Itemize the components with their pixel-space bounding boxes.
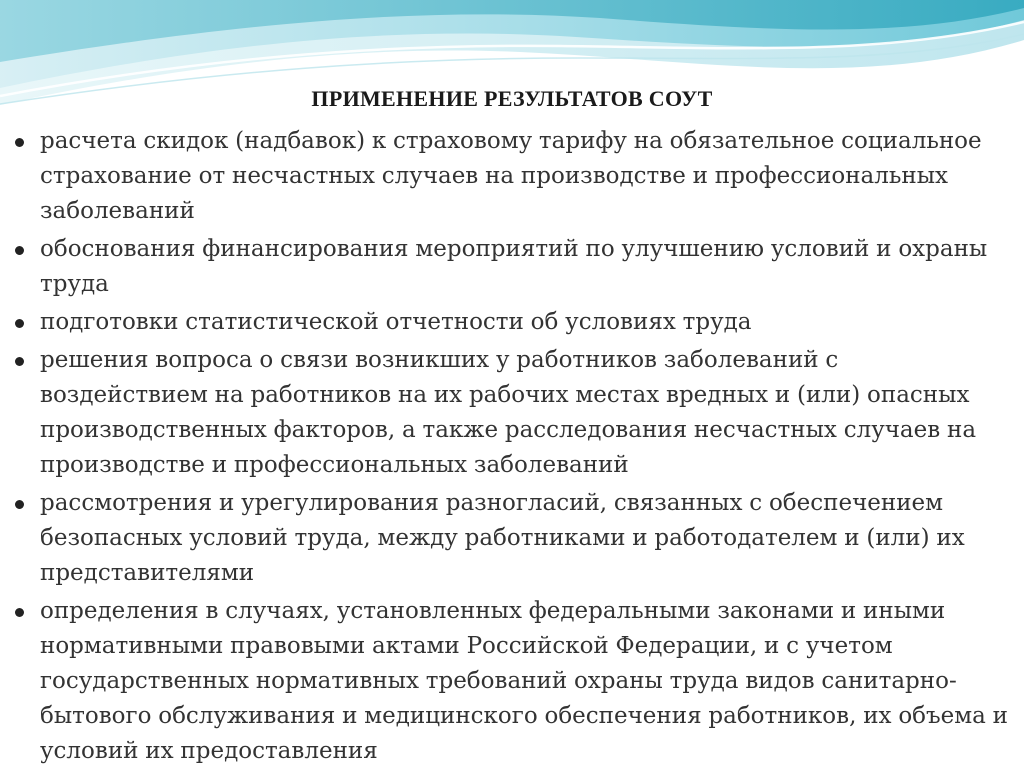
list-item xyxy=(12,486,1012,591)
bullet-dot-icon xyxy=(15,500,24,509)
list-item xyxy=(12,594,1012,767)
list-item xyxy=(12,232,1012,302)
bullet-dot-icon xyxy=(15,246,24,255)
bullet-dot-icon xyxy=(15,357,24,366)
bullet-list xyxy=(12,124,1012,767)
list-item-text: расчета скидок (надбавок) к страховому тарифу на обязательное социальное страхование от несчастных случаев на производстве и профессиональных заболеваний xyxy=(40,128,982,224)
list-item xyxy=(12,124,1012,229)
list-item-text: подготовки статистической отчетности об условиях труда xyxy=(40,309,752,335)
bullet-dot-icon xyxy=(15,319,24,328)
list-item xyxy=(12,343,1012,483)
list-item xyxy=(12,305,1012,340)
list-item-text: решения вопроса о связи возникших у работников заболеваний с воздействием на работников на их рабочих местах вредных и (или) опасных производственных факторов, а также расследования несчастных случаев на производстве и профессиональных заболеваний xyxy=(40,347,977,478)
page-title: ПРИМЕНЕНИЕ РЕЗУЛЬТАТОВ СОУТ xyxy=(311,86,713,111)
list-item-text: обоснования финансирования мероприятий по улучшению условий и охраны труда xyxy=(40,236,988,297)
list-item-text: рассмотрения и урегулирования разногласий, связанных с обеспечением безопасных условий труда, между работниками и работодателем и (или) их представителями xyxy=(40,490,965,586)
bullet-dot-icon xyxy=(15,138,24,147)
bullet-dot-icon xyxy=(15,608,24,617)
list-item-text: определения в случаях, установленных федеральными законами и иными нормативными правовыми актами Российской Федерации, и с учетом государственных нормативных требований охраны труда видов санитарно-бытового обслуживания и медицинского обеспечения работников, их объема и условий их предоставления xyxy=(40,598,1008,764)
